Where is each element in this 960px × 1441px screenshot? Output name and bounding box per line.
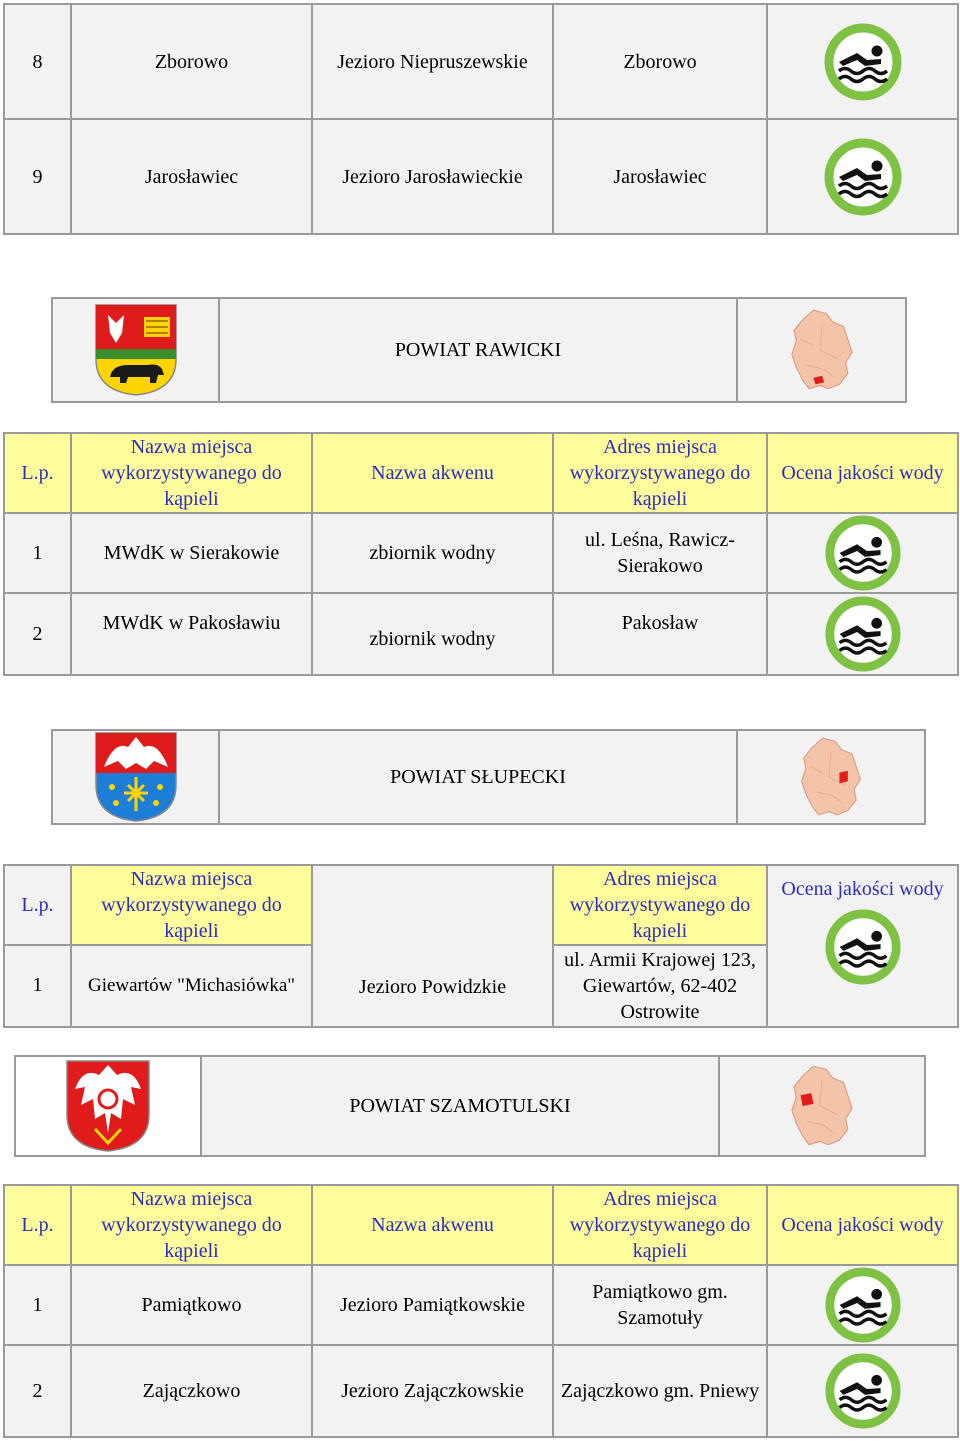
place-name: Zborowo	[71, 4, 312, 119]
place-address: Pamiątkowo gm. Szamotuły	[553, 1265, 767, 1345]
county-location-map-icon	[789, 1063, 855, 1149]
coat-of-arms-slupecki-icon	[94, 731, 178, 823]
water-quality-cell	[767, 119, 958, 234]
place-name: MWdK w Pakosławiu	[71, 593, 312, 675]
location-map-cell	[737, 298, 906, 402]
water-body-name: Jezioro Jarosławieckie	[312, 119, 553, 234]
location-map-cell	[737, 730, 925, 824]
place-address: Zborowo	[553, 4, 767, 119]
table-row	[4, 1345, 958, 1437]
county-location-map-icon	[789, 307, 855, 393]
header-quality: Ocena jakości wody	[781, 878, 944, 900]
water-body-name: zbiornik wodny	[312, 593, 553, 675]
place-name: Giewartów "Michasiówka"	[71, 945, 312, 1027]
water-quality-cell	[767, 865, 958, 1027]
place-address: Jarosławiec	[553, 119, 767, 234]
row-number: 1	[4, 513, 71, 593]
coat-of-arms-cell	[52, 730, 219, 824]
swimmer-green-icon	[824, 908, 902, 986]
swimming-table-szamotulski	[3, 1184, 959, 1438]
header-lp: L.p.	[4, 1185, 71, 1265]
row-number: 8	[4, 4, 71, 119]
place-address: Pakosław	[553, 593, 767, 675]
place-name: Jarosławiec	[71, 119, 312, 234]
table-header-row	[4, 865, 958, 945]
table-header-row	[4, 433, 958, 513]
table-row	[4, 513, 958, 593]
coat-of-arms-cell	[52, 298, 219, 402]
swimming-table-top	[3, 3, 959, 235]
place-address: ul. Leśna, Rawicz-Sierakowo	[553, 513, 767, 593]
county-title: POWIAT SŁUPECKI	[219, 730, 737, 824]
header-quality: Ocena jakości wody	[767, 433, 958, 513]
county-title: POWIAT SZAMOTULSKI	[201, 1056, 719, 1156]
swimmer-green-icon	[824, 1352, 902, 1430]
swimming-table-rawicki	[3, 432, 959, 676]
place-name: Pamiątkowo	[71, 1265, 312, 1345]
water-body-name: Jezioro Niepruszewskie	[312, 4, 553, 119]
header-water: Nazwa akwenu	[312, 1185, 553, 1265]
row-number: 1	[4, 1265, 71, 1345]
county-banner-slupecki	[51, 729, 926, 825]
header-address: Adres miejsca wykorzystywanego do kąpieli	[553, 433, 767, 513]
row-number: 1	[4, 945, 71, 1027]
header-water: Nazwa akwenu	[312, 433, 553, 513]
county-title: POWIAT RAWICKI	[219, 298, 737, 402]
water-body-name: Jezioro Zajączkowskie	[312, 1345, 553, 1437]
header-lp: L.p.	[4, 865, 71, 945]
header-quality: Ocena jakości wody	[767, 1185, 958, 1265]
location-map-cell	[719, 1056, 925, 1156]
water-quality-cell	[767, 1265, 958, 1345]
place-address: Zajączkowo gm. Pniewy	[553, 1345, 767, 1437]
swimming-table-slupecki	[3, 864, 959, 1028]
water-quality-cell	[767, 513, 958, 593]
county-banner-szamotulski	[14, 1055, 926, 1157]
table-row	[4, 119, 958, 234]
place-name: MWdK w Sierakowie	[71, 513, 312, 593]
header-address: Adres miejsca wykorzystywanego do kąpieli	[553, 1185, 767, 1265]
place-address: ul. Armii Krajowej 123, Giewartów, 62-402 Ostrowite	[553, 945, 767, 1027]
table-row	[4, 4, 958, 119]
coat-of-arms-rawicki-icon	[94, 303, 178, 397]
header-address: Adres miejsca wykorzystywanego do kąpieli	[553, 865, 767, 945]
header-place: Nazwa miejsca wykorzystywanego do kąpieli	[71, 433, 312, 513]
place-name: Zajączkowo	[71, 1345, 312, 1437]
swimmer-green-icon	[823, 137, 903, 217]
table-header-row	[4, 1185, 958, 1265]
row-number: 9	[4, 119, 71, 234]
water-quality-cell	[767, 4, 958, 119]
water-quality-cell	[767, 593, 958, 675]
water-body-name: Jezioro Powidzkie	[312, 865, 553, 1027]
row-number: 2	[4, 593, 71, 675]
swimmer-green-icon	[824, 1266, 902, 1344]
header-lp: L.p.	[4, 433, 71, 513]
table-row	[4, 1265, 958, 1345]
row-number: 2	[4, 1345, 71, 1437]
county-location-map-icon	[799, 735, 863, 819]
water-body-name: zbiornik wodny	[312, 513, 553, 593]
county-banner-rawicki	[51, 297, 907, 403]
swimmer-green-icon	[824, 514, 902, 592]
swimmer-green-icon	[824, 595, 902, 673]
header-place: Nazwa miejsca wykorzystywanego do kąpieli	[71, 1185, 312, 1265]
water-quality-cell	[767, 1345, 958, 1437]
water-body-name: Jezioro Pamiątkowskie	[312, 1265, 553, 1345]
header-place: Nazwa miejsca wykorzystywanego do kąpieli	[71, 865, 312, 945]
swimmer-green-icon	[823, 22, 903, 102]
coat-of-arms-szamotulski-icon	[65, 1059, 151, 1153]
table-row	[4, 593, 958, 675]
coat-of-arms-cell	[15, 1056, 201, 1156]
